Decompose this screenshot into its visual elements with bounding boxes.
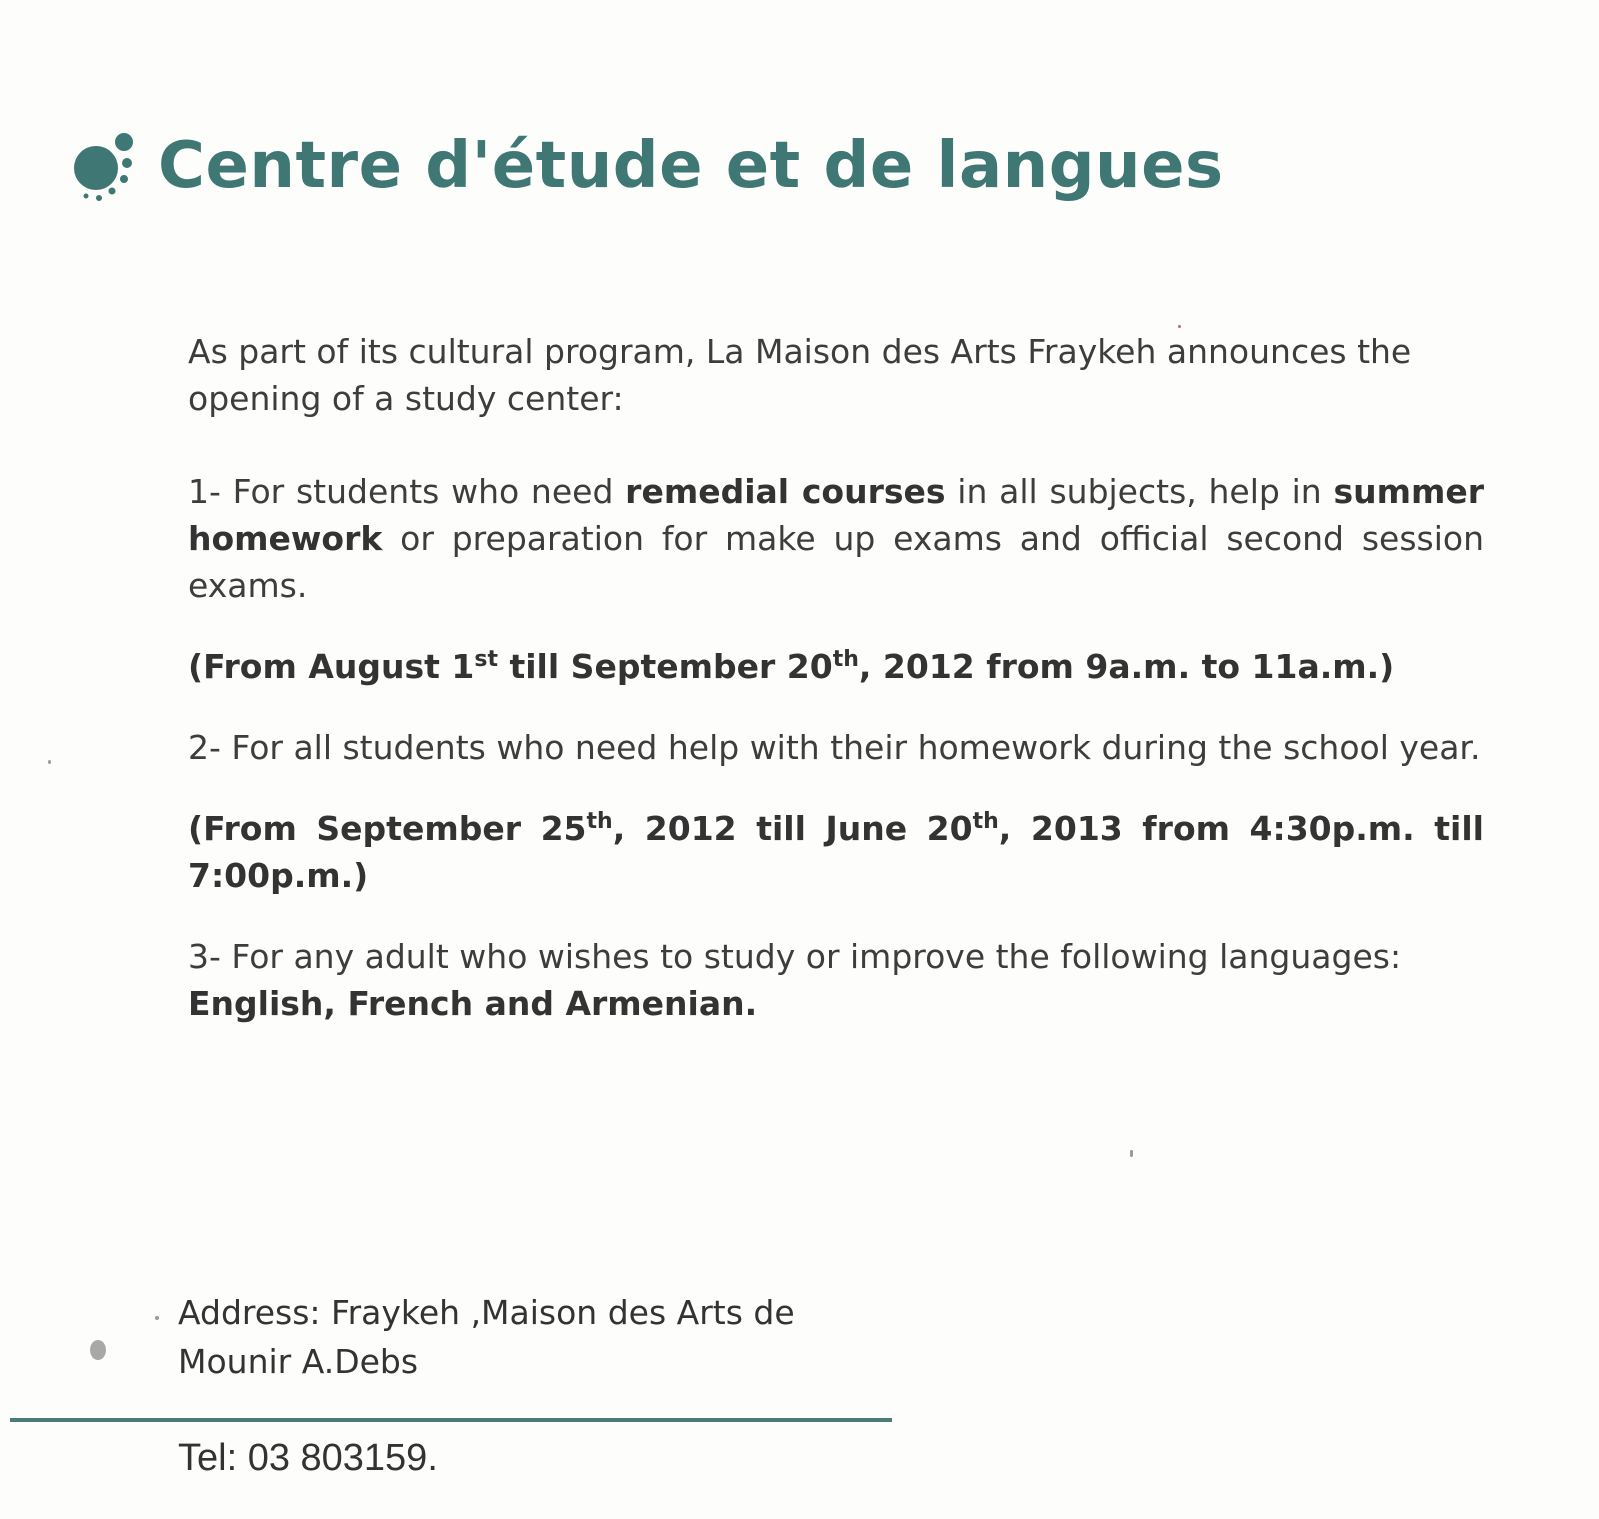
bubbles-logo-icon bbox=[72, 128, 152, 208]
item-1-paragraph bbox=[188, 468, 1484, 609]
dates-2-b: , 2012 till June 20 bbox=[612, 809, 973, 848]
item-1-suffix: or preparation for make up exams and official second session exams. bbox=[188, 519, 1484, 605]
item-1-bold-summer: summer homework bbox=[188, 472, 1485, 558]
scan-speck bbox=[1130, 1150, 1133, 1157]
dates-1-b: till September 20 bbox=[497, 647, 833, 686]
scan-speck bbox=[155, 1316, 159, 1320]
dates-2-sup2: th bbox=[972, 809, 999, 834]
item-3-languages: English, French and Armenian. bbox=[188, 984, 758, 1023]
item-3-text: 3- For any adult who wishes to study or improve the following languages: bbox=[188, 937, 1402, 976]
scan-speck bbox=[1178, 325, 1181, 328]
footer-divider bbox=[10, 1418, 892, 1422]
item-2-paragraph: 2- For all students who need help with their homework during the school year. bbox=[188, 728, 1481, 767]
scan-speck bbox=[48, 760, 51, 764]
dates-1-a: (From August 1 bbox=[188, 647, 475, 686]
item-1-mid: in all subjects, help in bbox=[945, 472, 1334, 511]
dates-2-a: (From September 25 bbox=[188, 809, 587, 848]
dates-2-sup1: th bbox=[586, 809, 613, 834]
page-title: Centre d'étude et de langues bbox=[158, 129, 1224, 203]
telephone: Tel: 03 803159. bbox=[178, 1437, 438, 1479]
item-3-paragraph bbox=[188, 933, 1484, 1027]
scan-speck bbox=[90, 1340, 106, 1360]
intro-paragraph: As part of its cultural program, La Maison des Arts Fraykeh announces the opening of a study center: bbox=[188, 332, 1412, 418]
dates-1-sup1: st bbox=[474, 647, 498, 672]
item-1-prefix: 1- For students who need bbox=[188, 472, 626, 511]
dates-1-sup2: th bbox=[832, 647, 859, 672]
item-1-bold-remedial: remedial courses bbox=[625, 472, 946, 511]
address-block bbox=[178, 1288, 795, 1386]
dates-2 bbox=[188, 805, 1484, 899]
address-line-2: Mounir A.Debs bbox=[178, 1342, 419, 1381]
dates-2-c: , 2013 from 4:30p.m. till 7:00p.m.) bbox=[188, 809, 1484, 895]
dates-1-c: , 2012 from 9a.m. to 11a.m.) bbox=[858, 647, 1395, 686]
address-line-1: Address: Fraykeh ,Maison des Arts de bbox=[178, 1293, 795, 1332]
dates-1 bbox=[188, 643, 1484, 690]
announcement-body bbox=[188, 328, 1484, 1027]
